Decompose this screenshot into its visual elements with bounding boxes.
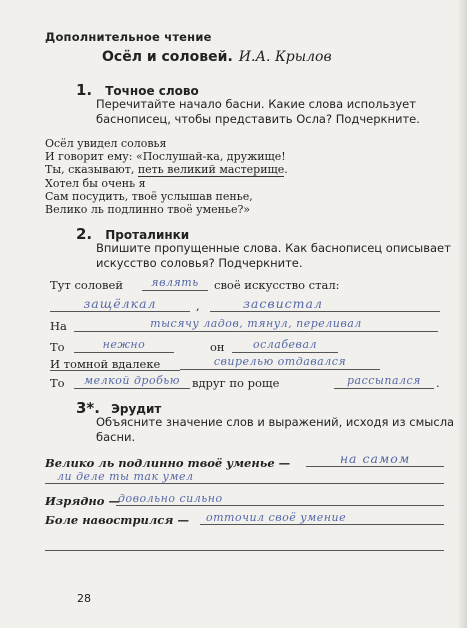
blank-line [45, 550, 444, 551]
fill-field[interactable]: защёлкал [50, 297, 190, 312]
fill-field[interactable]: ослабевал [232, 338, 338, 353]
blank-line [356, 311, 440, 312]
poem-line: Хотел бы очень я [45, 176, 146, 190]
task2-number: 2. [76, 225, 93, 243]
fill-field[interactable]: свирелью отдавался [180, 355, 380, 370]
answer-field[interactable]: на самом [306, 452, 444, 467]
fill-field[interactable]: рассыпался [334, 374, 434, 389]
task2-title: Проталинки [105, 228, 190, 242]
fill-row-1: Тут соловей [50, 278, 123, 292]
fable-author: И.А. Крылов [238, 49, 332, 65]
page-title [102, 49, 332, 65]
blank-line [50, 370, 180, 371]
underlined-phrase: петь великий мастерище [137, 163, 285, 177]
poem-line: Сам посудить, твоё услышав пенье, [45, 189, 253, 203]
task2-instruction: Впишите пропущенные слова. Как баснописец описывает искусство соловья? Подчеркните. [96, 241, 451, 270]
fill-field[interactable]: являть [142, 276, 208, 291]
poem-line: И говорит ему: «Послушай-ка, дружище! [45, 150, 286, 164]
page-number: 28 [77, 592, 91, 605]
task3-title: Эрудит [111, 402, 162, 416]
poem-line: Ты, сказывают, петь великий мастерище. [45, 163, 288, 177]
fill-row-4: То [50, 340, 65, 354]
fill-row-5: И томной вдалеке [50, 357, 161, 371]
fill-row-6-mid: вдруг по роще [192, 376, 280, 390]
period: . [436, 376, 440, 390]
fill-row-4-mid: он [210, 340, 225, 354]
fill-row-1-end: своё искусство стал: [214, 278, 340, 292]
fill-field[interactable]: мелкой дробью [74, 374, 190, 389]
fill-field[interactable]: тысячу ладов, тянул, переливал [74, 317, 438, 332]
task1-instruction: Перечитайте начало басни. Какие слова использует баснописец, чтобы представить Осла? Подчеркните. [96, 97, 420, 126]
poem-line: Велико ль подлинно твоё уменье?» [45, 203, 251, 217]
comma: , [196, 299, 200, 313]
task1-number: 1. [76, 81, 93, 99]
answer-field[interactable]: довольно сильно [116, 492, 444, 506]
fill-field[interactable]: засвистал [210, 297, 356, 312]
fill-field[interactable]: нежно [74, 338, 174, 353]
answer-field[interactable]: ли деле ты так умел [45, 470, 444, 484]
question-3: Боле навострился — [45, 513, 189, 527]
page-edge-shadow [457, 0, 467, 628]
fill-row-6: То [50, 376, 65, 390]
question-2: Изрядно — [45, 494, 120, 508]
section-label: Дополнительное чтение [45, 30, 212, 44]
fable-title: Осёл и соловей. [102, 49, 233, 65]
task3-instruction: Объясните значение слов и выражений, исходя из смысла басни. [96, 415, 455, 444]
task3-number: 3*. [76, 399, 100, 417]
poem-line: Осёл увидел соловья [45, 137, 167, 150]
task1-title: Точное слово [105, 84, 199, 98]
task1-poem [45, 137, 445, 216]
answer-field[interactable]: отточил своё умение [200, 511, 444, 525]
fill-row-3: На [50, 319, 67, 333]
question-1: Велико ль подлинно твоё уменье — [45, 456, 291, 470]
